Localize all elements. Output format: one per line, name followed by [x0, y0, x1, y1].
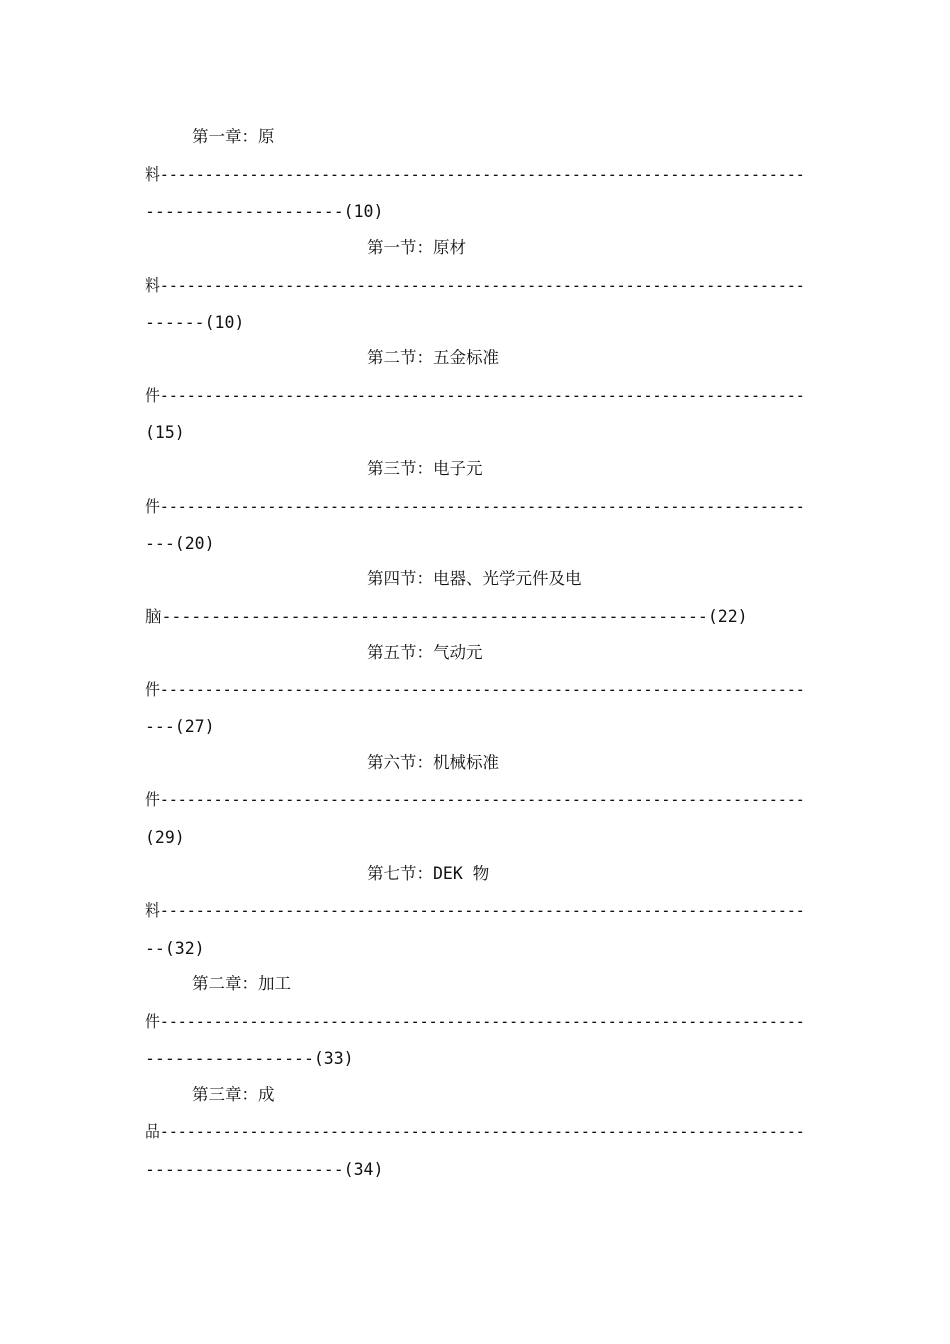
toc-section-5-leader: 件------------------------------------------------------------------------ [145, 680, 805, 699]
toc-section-2-heading: 第二节：五金标准 [367, 348, 499, 367]
toc-section-7-leader: 料------------------------------------------------------------------------ [145, 901, 805, 920]
toc-section-2-leader: 件------------------------------------------------------------------------ [145, 386, 805, 405]
toc-section-7-heading: 第七节：DEK 物 [367, 864, 490, 883]
toc-chapter-2-heading: 第二章：加工 [192, 974, 291, 993]
toc-section-5-page: ---(27) [145, 717, 215, 736]
toc-chapter-2-leader: 件------------------------------------------------------------------------ [145, 1012, 805, 1031]
toc-chapter-3-page: --------------------(34) [145, 1160, 384, 1179]
toc-section-1-leader: 料------------------------------------------------------------------------ [145, 276, 805, 295]
toc-section-3-heading: 第三节：电子元 [367, 459, 483, 478]
toc-chapter-1-leader: 料------------------------------------------------------------------------ [145, 165, 805, 184]
toc-section-4-heading: 第四节：电器、光学元件及电 [367, 569, 582, 588]
toc-section-3-page: ---(20) [145, 534, 215, 553]
toc-section-5-heading: 第五节：气动元 [367, 643, 483, 662]
toc-chapter-1-page: --------------------(10) [145, 202, 384, 221]
toc-section-2-page: (15) [145, 423, 185, 442]
toc-section-1-page: ------(10) [145, 313, 245, 332]
toc-chapter-1-heading: 第一章：原 [192, 127, 275, 146]
toc-section-6-leader: 件------------------------------------------------------------------------ [145, 790, 805, 809]
toc-chapter-2-page: -----------------(33) [145, 1049, 354, 1068]
toc-section-7-page: --(32) [145, 939, 205, 958]
toc-section-4-leader: 脑-------------------------------------------------------(22) [145, 607, 748, 626]
toc-section-6-page: (29) [145, 828, 185, 847]
toc-chapter-3-leader: 品------------------------------------------------------------------------ [145, 1122, 805, 1141]
toc-section-1-heading: 第一节：原材 [367, 238, 466, 257]
toc-chapter-3-heading: 第三章：成 [192, 1085, 275, 1104]
toc-section-6-heading: 第六节：机械标准 [367, 753, 499, 772]
toc-section-3-leader: 件------------------------------------------------------------------------ [145, 497, 805, 516]
